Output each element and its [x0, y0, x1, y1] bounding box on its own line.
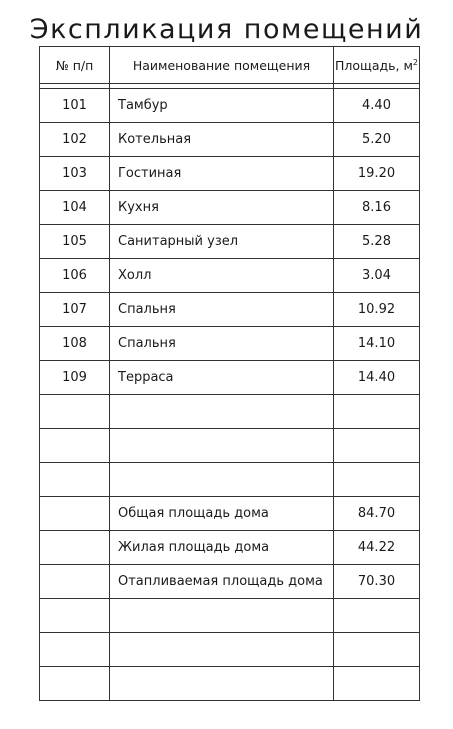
room-number: 109 — [40, 361, 110, 395]
header-area-sup: 2 — [412, 57, 418, 67]
empty-row — [40, 667, 420, 701]
room-name: Кухня — [110, 191, 334, 225]
table-header-row — [40, 47, 420, 84]
room-number: 102 — [40, 123, 110, 157]
room-number: 107 — [40, 293, 110, 327]
room-number: 105 — [40, 225, 110, 259]
empty-row — [40, 429, 420, 463]
summary-row — [40, 497, 420, 531]
table-row — [40, 293, 420, 327]
room-name: Санитарный узел — [110, 225, 334, 259]
empty-row — [40, 395, 420, 429]
room-area: 5.20 — [334, 123, 420, 157]
summary-row — [40, 531, 420, 565]
room-number: 101 — [40, 89, 110, 123]
table-row — [40, 191, 420, 225]
room-number: 103 — [40, 157, 110, 191]
table-row — [40, 327, 420, 361]
room-number: 108 — [40, 327, 110, 361]
room-number: 104 — [40, 191, 110, 225]
room-area: 5.28 — [334, 225, 420, 259]
room-name: Гостиная — [110, 157, 334, 191]
header-name: Наименование помещения — [110, 47, 334, 84]
room-name: Спальня — [110, 293, 334, 327]
table-row — [40, 123, 420, 157]
summary-row — [40, 565, 420, 599]
empty-row — [40, 463, 420, 497]
header-area-label: Площадь, м — [335, 57, 413, 73]
summary-name: Общая площадь дома — [110, 497, 334, 531]
table-row — [40, 361, 420, 395]
table-row — [40, 259, 420, 293]
empty-row — [40, 599, 420, 633]
table-row — [40, 225, 420, 259]
header-number: № п/п — [40, 47, 110, 84]
room-area: 4.40 — [334, 89, 420, 123]
room-name: Терраса — [110, 361, 334, 395]
summary-name: Отапливаемая площадь дома — [110, 565, 334, 599]
empty-row — [40, 633, 420, 667]
explication-table — [39, 46, 420, 701]
room-name: Котельная — [110, 123, 334, 157]
table-row — [40, 157, 420, 191]
room-name: Спальня — [110, 327, 334, 361]
room-area: 19.20 — [334, 157, 420, 191]
room-area: 14.40 — [334, 361, 420, 395]
room-area: 14.10 — [334, 327, 420, 361]
room-name: Тамбур — [110, 89, 334, 123]
page-title: Экспликация помещений — [29, 14, 424, 45]
room-area: 8.16 — [334, 191, 420, 225]
summary-area: 70.30 — [334, 565, 420, 599]
header-area — [334, 47, 420, 84]
summary-area: 44.22 — [334, 531, 420, 565]
room-area: 3.04 — [334, 259, 420, 293]
table-row — [40, 89, 420, 123]
summary-area: 84.70 — [334, 497, 420, 531]
room-name: Холл — [110, 259, 334, 293]
room-number: 106 — [40, 259, 110, 293]
room-area: 10.92 — [334, 293, 420, 327]
summary-name: Жилая площадь дома — [110, 531, 334, 565]
